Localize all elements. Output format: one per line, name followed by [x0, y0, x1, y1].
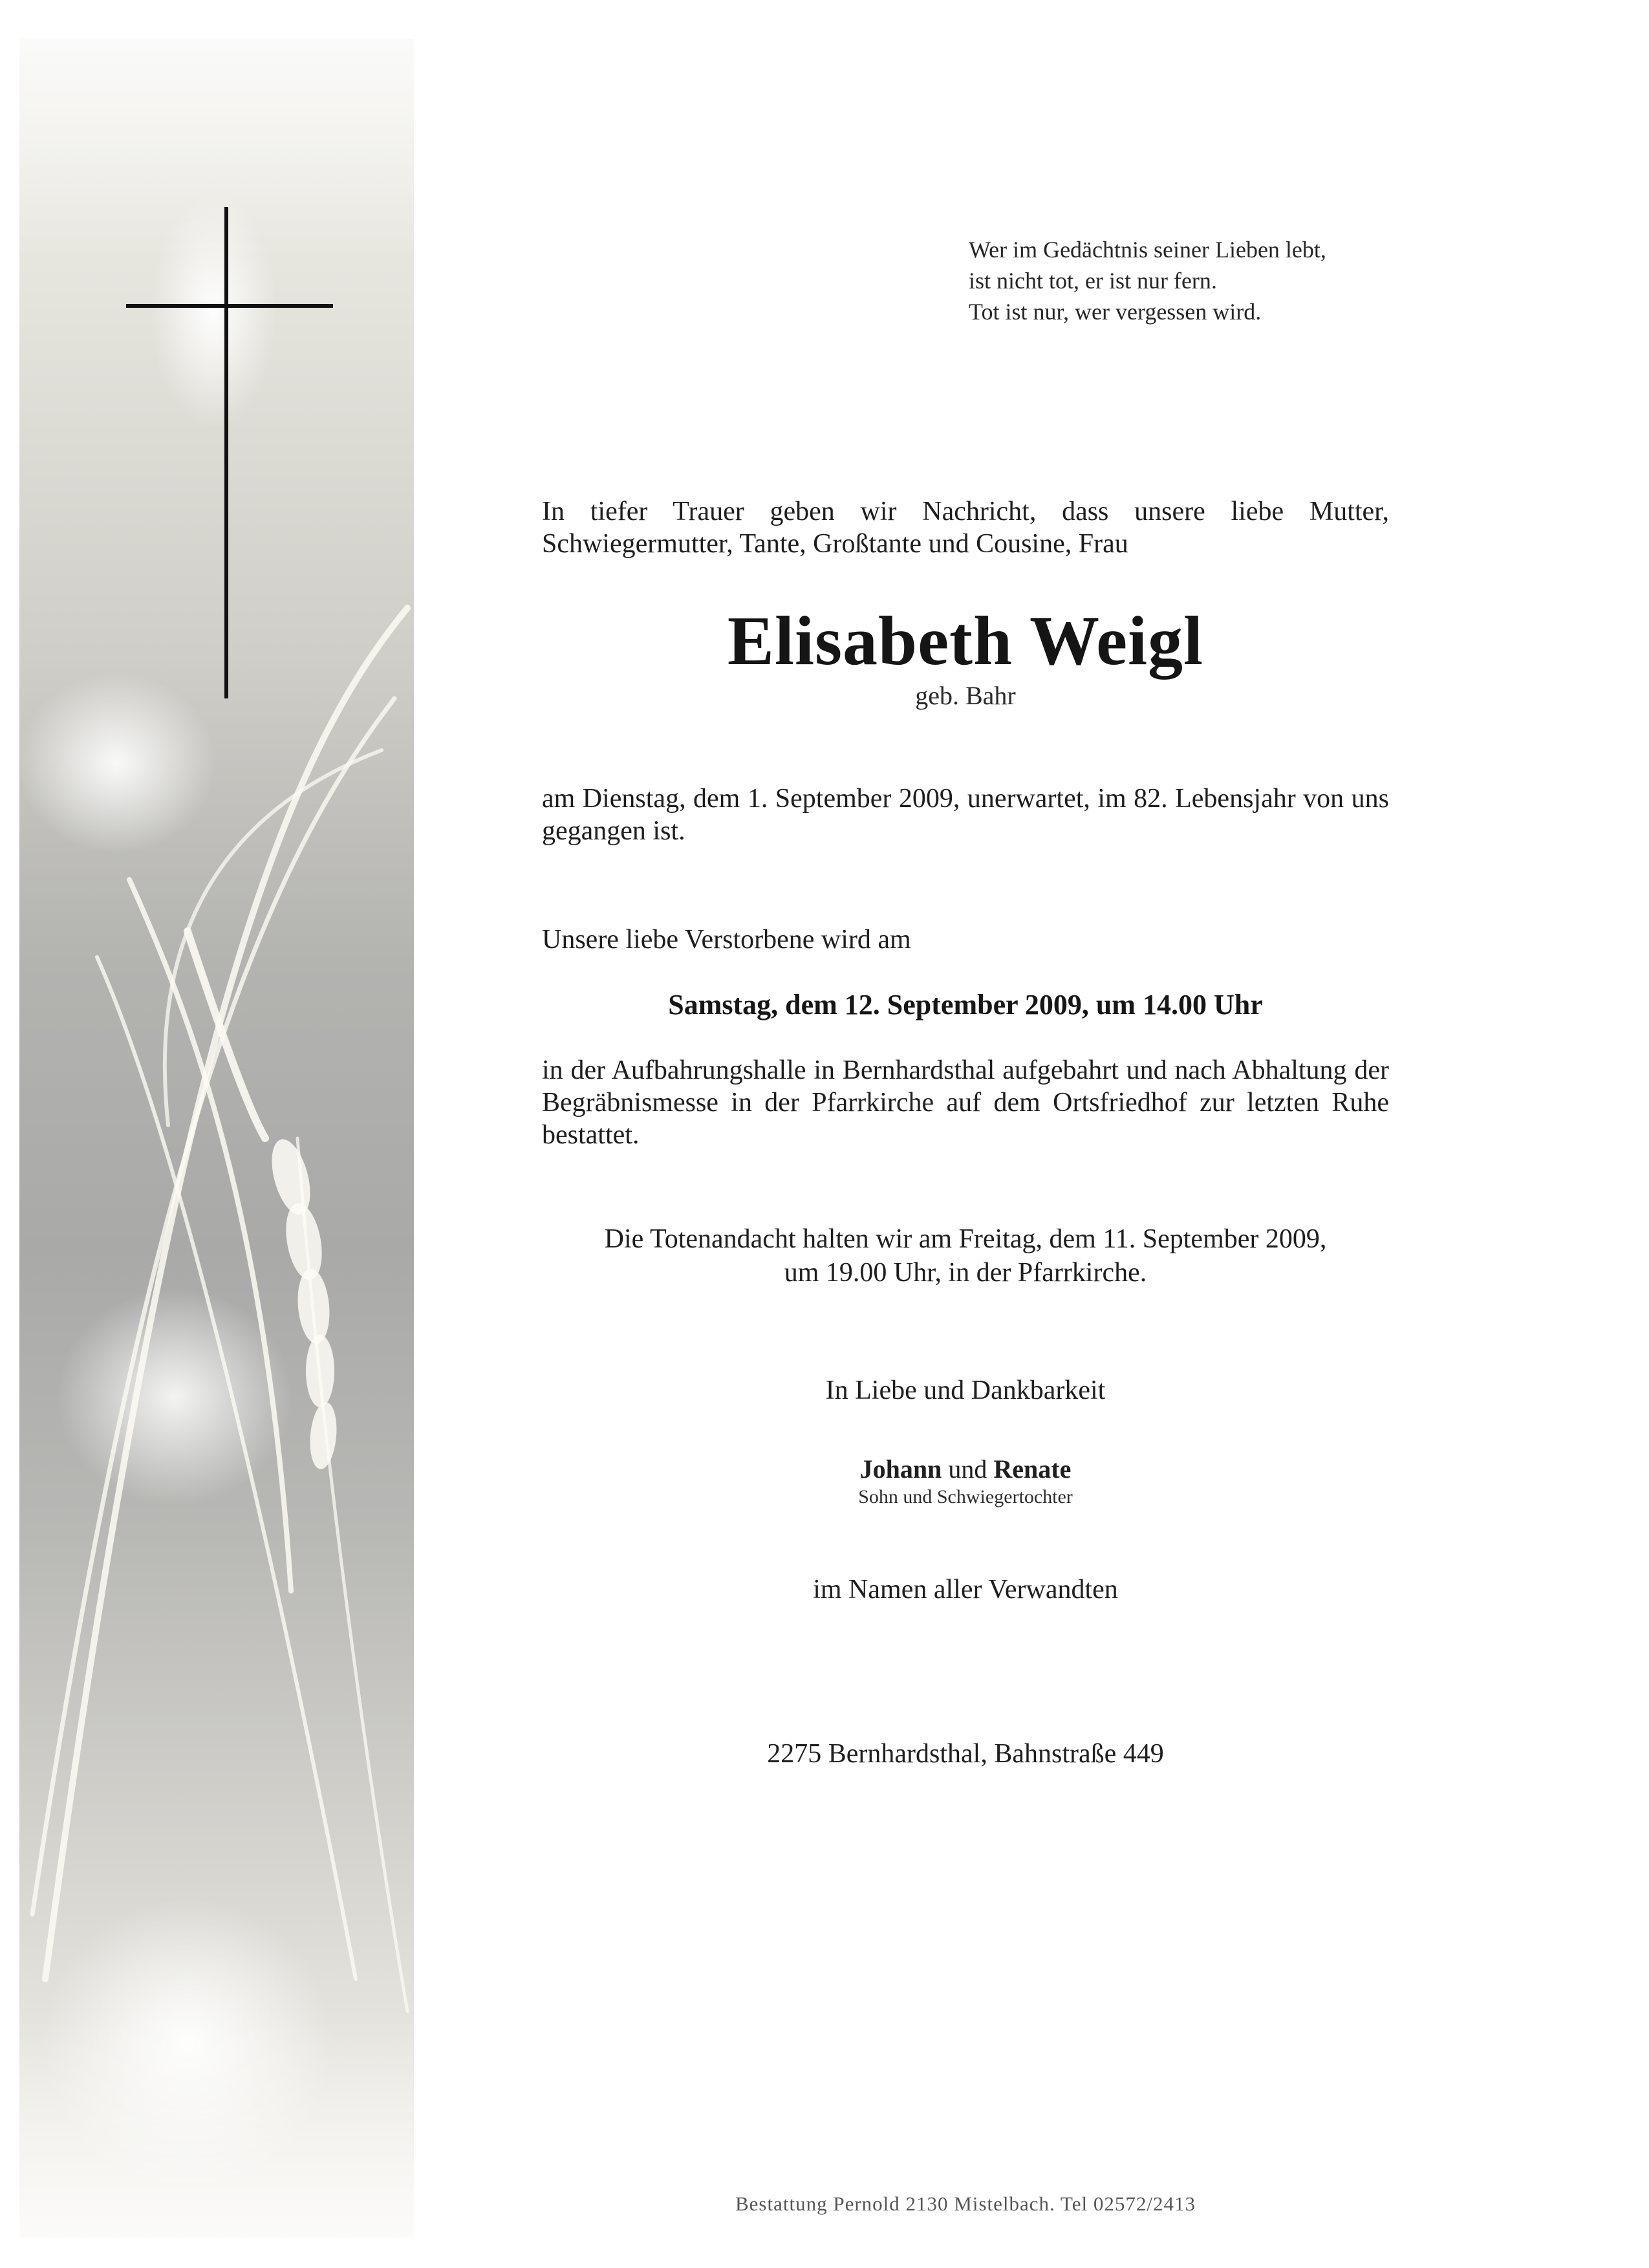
motto-line-1: Wer im Gedächtnis seiner Lieben lebt,: [969, 237, 1326, 263]
relatives-line: im Namen aller Verwandten: [813, 1575, 1118, 1604]
motto: [969, 234, 1421, 327]
cross-icon: [126, 207, 333, 698]
wake-line-2: um 19.00 Uhr, in der Pfarrkirche.: [784, 1258, 1147, 1288]
death-paragraph: am Dienstag, dem 1. September 2009, unerwartet, im 82. Lebensjahr von uns gegangen ist.: [542, 784, 1389, 846]
signer-relation: Sohn und Schwiegertochter: [858, 1486, 1073, 1507]
signer-1: Johann: [859, 1454, 942, 1484]
deceased-name: Elisabeth Weigl: [727, 603, 1204, 680]
funeral-date: Samstag, dem 12. September 2009, um 14.00 Uhr: [668, 989, 1263, 1021]
signers: [542, 1454, 1389, 1484]
signer-connector: und: [948, 1454, 987, 1484]
intro-paragraph: In tiefer Trauer geben wir Nachricht, dass unsere liebe Mutter, Schwiegermutter, Tante, Großtante und Cousine, Frau: [542, 497, 1389, 559]
wake-line-1: Die Totenandacht halten wir am Freitag, dem 11. September 2009,: [604, 1224, 1327, 1254]
birth-name: geb. Bahr: [915, 681, 1016, 710]
motto-line-2: ist nicht tot, er ist nur fern.: [969, 268, 1217, 294]
closing-love: In Liebe und Dankbarkeit: [825, 1376, 1106, 1405]
cross-horizontal-bar: [126, 304, 333, 308]
motto-line-3: Tot ist nur, wer vergessen wird.: [969, 299, 1262, 325]
address: 2275 Bernhardsthal, Bahnstraße 449: [767, 1739, 1164, 1769]
cross-vertical-bar: [224, 207, 228, 698]
signer-2: Renate: [993, 1454, 1072, 1484]
funeral-intro: Unsere liebe Verstorbene wird am: [542, 925, 911, 955]
wake-info: [542, 1222, 1389, 1290]
undertaker-footer: Bestattung Pernold 2130 Mistelbach. Tel 02572/2413: [735, 2192, 1196, 2215]
funeral-details: in der Aufbahrungshalle in Bernhardsthal aufgebahrt und nach Abhaltung der Begräbnismesse in der Pfarrkirche auf dem Ortsfriedhof zur letzten Ruhe bestattet.: [542, 1055, 1389, 1150]
